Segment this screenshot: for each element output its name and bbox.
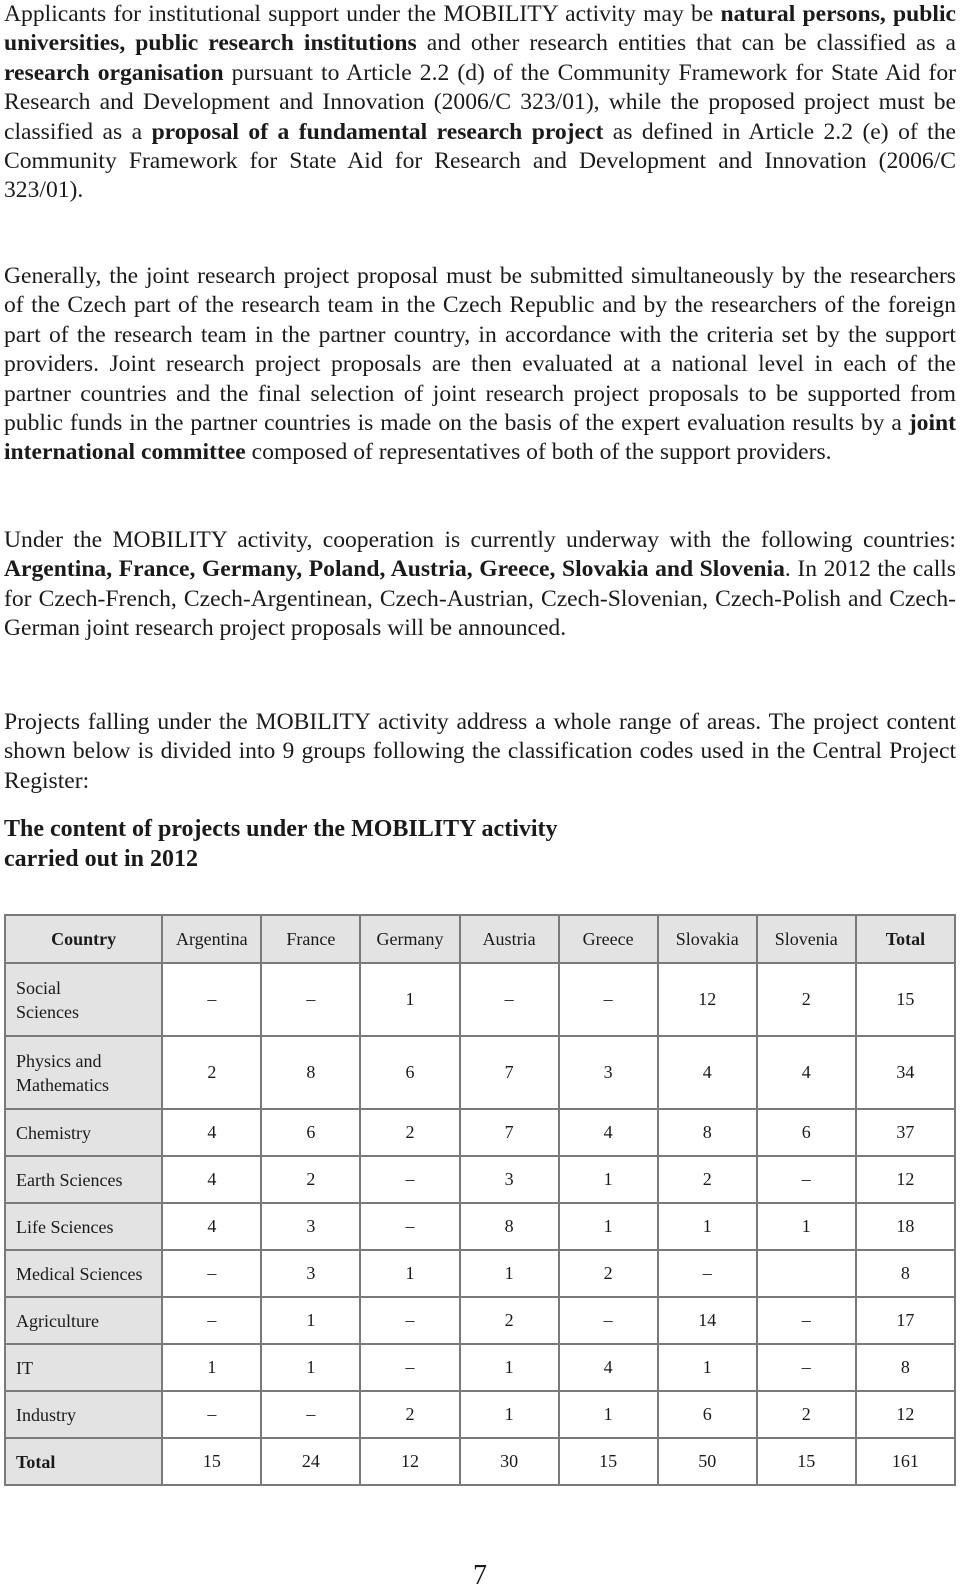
text-run: . In 2012 the calls for Czech-French, Czech-Argentinean, Czech-Austrian, Czech-Slovenian, Czech-Polish and Czech-German joint research project proposals will be announced. [4, 556, 956, 642]
table-cell: 1 [162, 1344, 261, 1391]
row-label [5, 1297, 162, 1344]
text-run: Under the MOBILITY activity, cooperation is currently underway with the following countries: [4, 527, 956, 553]
row-label-line: Chemistry [16, 1122, 91, 1143]
text-run: composed of representatives of both of the support providers. [245, 439, 832, 466]
table-cell: 24 [261, 1438, 360, 1485]
paragraph-project-areas [4, 708, 956, 796]
row-label-line: Sciences [16, 1001, 79, 1022]
table-cell: 1 [559, 1156, 658, 1203]
table-cell: 1 [757, 1203, 856, 1250]
row-label-line: Social [16, 977, 61, 998]
table-cell: 1 [658, 1203, 757, 1250]
table-cell: 6 [261, 1109, 360, 1156]
table-cell: – [360, 1156, 459, 1203]
table-cell: – [460, 963, 559, 1036]
table-cell: 1 [559, 1391, 658, 1438]
table-cell: 4 [559, 1344, 658, 1391]
table-cell: 1 [360, 1250, 459, 1297]
table-body [5, 963, 955, 1485]
table-cell: – [162, 1250, 261, 1297]
row-total-cell: 37 [856, 1109, 955, 1156]
paragraph-cooperation-countries [4, 526, 956, 644]
table-row [5, 1109, 955, 1156]
table-cell: 1 [360, 963, 459, 1036]
table-cell: 2 [261, 1156, 360, 1203]
table-cell: 6 [658, 1391, 757, 1438]
table-heading-line2: carried out in 2012 [4, 846, 198, 872]
row-total-cell: 15 [856, 963, 955, 1036]
table-heading [4, 814, 704, 874]
table-cell: 6 [360, 1036, 459, 1109]
text-run: pursuant to Article 2.2 (d) of the Community Framework for State Aid for Research and Development and Innovation (2006/C 323/01), while the proposed project must be classified as a [4, 59, 956, 145]
table-cell: – [360, 1344, 459, 1391]
table-cell: 4 [162, 1109, 261, 1156]
table-cell: 2 [460, 1297, 559, 1344]
table-cell: – [658, 1250, 757, 1297]
header-slovakia: Slovakia [658, 915, 757, 963]
table-cell: 14 [658, 1297, 757, 1344]
table-cell: 3 [261, 1203, 360, 1250]
bold-text-run: joint international committee [4, 410, 956, 466]
table-cell: 3 [559, 1036, 658, 1109]
table-cell: 2 [162, 1036, 261, 1109]
table-cell: – [162, 1297, 261, 1344]
table-header-row [5, 915, 955, 963]
table-row [5, 1297, 955, 1344]
table-cell: – [757, 1344, 856, 1391]
table-cell: 2 [658, 1156, 757, 1203]
row-total-cell: 34 [856, 1036, 955, 1109]
table-cell: 1 [658, 1344, 757, 1391]
text-run: Generally, the joint research project proposal must be submitted simultaneously by the researchers of the Czech part of the research team in the Czech Republic and by the researchers of the foreign part of the research team in the partner country, in accordance with the criteria set by the support providers. Joint research project proposals are then evaluated at a national level in each of the partner countries and the final selection of joint research project proposals to be supported from public funds in the partner countries is made on the basis of the expert evaluation results by a [4, 263, 956, 437]
header-austria: Austria [460, 915, 559, 963]
table-cell: – [559, 963, 658, 1036]
table-cell: 1 [559, 1203, 658, 1250]
table-cell: 1 [261, 1344, 360, 1391]
table-cell: – [162, 963, 261, 1036]
table-cell: – [757, 1156, 856, 1203]
table-cell: 2 [559, 1250, 658, 1297]
table-cell: 2 [757, 963, 856, 1036]
table-cell: 4 [162, 1203, 261, 1250]
table-cell: 2 [360, 1109, 459, 1156]
row-label-line: Industry [16, 1404, 76, 1425]
table-cell: 8 [658, 1109, 757, 1156]
row-label-line: Agriculture [16, 1310, 99, 1331]
row-label [5, 1109, 162, 1156]
bold-text-run: research organisation [4, 59, 224, 86]
table-row [5, 1203, 955, 1250]
header-germany: Germany [360, 915, 459, 963]
row-total-cell: 161 [856, 1438, 955, 1485]
table-cell: – [162, 1391, 261, 1438]
table-cell: – [559, 1297, 658, 1344]
table-cell: 4 [757, 1036, 856, 1109]
row-label-line: Life Sciences [16, 1216, 114, 1237]
table-row [5, 1036, 955, 1109]
bold-text-run: proposal of a fundamental research project [151, 118, 604, 145]
row-label-line: Medical Sciences [16, 1263, 143, 1284]
table-cell: 1 [460, 1250, 559, 1297]
row-label [5, 1250, 162, 1297]
table-cell: 8 [460, 1203, 559, 1250]
table-cell: 3 [460, 1156, 559, 1203]
row-label-line: Earth Sciences [16, 1169, 123, 1190]
header-greece: Greece [559, 915, 658, 963]
table-cell: 4 [162, 1156, 261, 1203]
bold-text-run: natural persons, public universities, public research institutions [4, 1, 956, 57]
row-total-cell: 8 [856, 1344, 955, 1391]
table-cell: 3 [261, 1250, 360, 1297]
row-total-cell: 12 [856, 1391, 955, 1438]
table-cell: 15 [559, 1438, 658, 1485]
bold-text-run: Argentina, France, Germany, Poland, Austria, Greece, Slovakia and Slovenia [4, 556, 785, 583]
row-total-cell: 12 [856, 1156, 955, 1203]
table-cell: – [261, 963, 360, 1036]
table-cell: – [360, 1297, 459, 1344]
table-cell: 30 [460, 1438, 559, 1485]
header-argentina: Argentina [162, 915, 261, 963]
table-cell: 1 [261, 1297, 360, 1344]
row-label-line: Mathematics [16, 1074, 109, 1095]
row-total-cell: 8 [856, 1250, 955, 1297]
row-label-line: Total [16, 1451, 56, 1472]
row-label [5, 1036, 162, 1109]
table-cell: 7 [460, 1109, 559, 1156]
table-cell: – [757, 1297, 856, 1344]
table-cell: 2 [360, 1391, 459, 1438]
table-cell [757, 1250, 856, 1297]
header-france: France [261, 915, 360, 963]
table-cell: – [360, 1203, 459, 1250]
table-total-row [5, 1438, 955, 1485]
table-cell: 8 [261, 1036, 360, 1109]
row-label-line: IT [16, 1357, 33, 1378]
table-row [5, 1156, 955, 1203]
row-label [5, 1203, 162, 1250]
row-total-cell: 18 [856, 1203, 955, 1250]
table-cell: 7 [460, 1036, 559, 1109]
row-label [5, 1438, 162, 1485]
table-cell: 4 [559, 1109, 658, 1156]
row-total-cell: 17 [856, 1297, 955, 1344]
table-cell: 6 [757, 1109, 856, 1156]
table-cell: 1 [460, 1344, 559, 1391]
table-cell: 15 [162, 1438, 261, 1485]
table-cell: 2 [757, 1391, 856, 1438]
row-label-line: Physics and [16, 1050, 102, 1071]
row-label [5, 963, 162, 1036]
table-row [5, 1250, 955, 1297]
table-heading-line1: The content of projects under the MOBILITY activity [4, 816, 558, 842]
header-country: Country [5, 915, 162, 963]
table-cell: 1 [460, 1391, 559, 1438]
table-cell: 12 [658, 963, 757, 1036]
text-run: and other research entities that can be classified as a [416, 30, 956, 57]
table-cell: 50 [658, 1438, 757, 1485]
paragraph-joint-proposal [4, 262, 956, 468]
table-row [5, 1344, 955, 1391]
header-total: Total [856, 915, 955, 963]
row-label [5, 1156, 162, 1203]
table-cell: 4 [658, 1036, 757, 1109]
table-row [5, 963, 955, 1036]
table-cell: – [261, 1391, 360, 1438]
row-label [5, 1344, 162, 1391]
row-label [5, 1391, 162, 1438]
table-cell: 12 [360, 1438, 459, 1485]
text-run: Projects falling under the MOBILITY activity address a whole range of areas. The project content shown below is divided into 9 groups following the classification codes used in the Central Project Register: [4, 709, 956, 794]
page-number: 7 [473, 1560, 487, 1591]
text-run: as defined in Article 2.2 (e) of the Community Framework for State Aid for Research and Development and Innovation (2006/C 323/01). [4, 118, 956, 204]
table-cell: 15 [757, 1438, 856, 1485]
header-slovenia: Slovenia [757, 915, 856, 963]
paragraph-applicants [4, 0, 956, 206]
table-row [5, 1391, 955, 1438]
text-run: Applicants for institutional support under the MOBILITY activity may be [4, 1, 721, 27]
mobility-projects-table [4, 914, 956, 1486]
